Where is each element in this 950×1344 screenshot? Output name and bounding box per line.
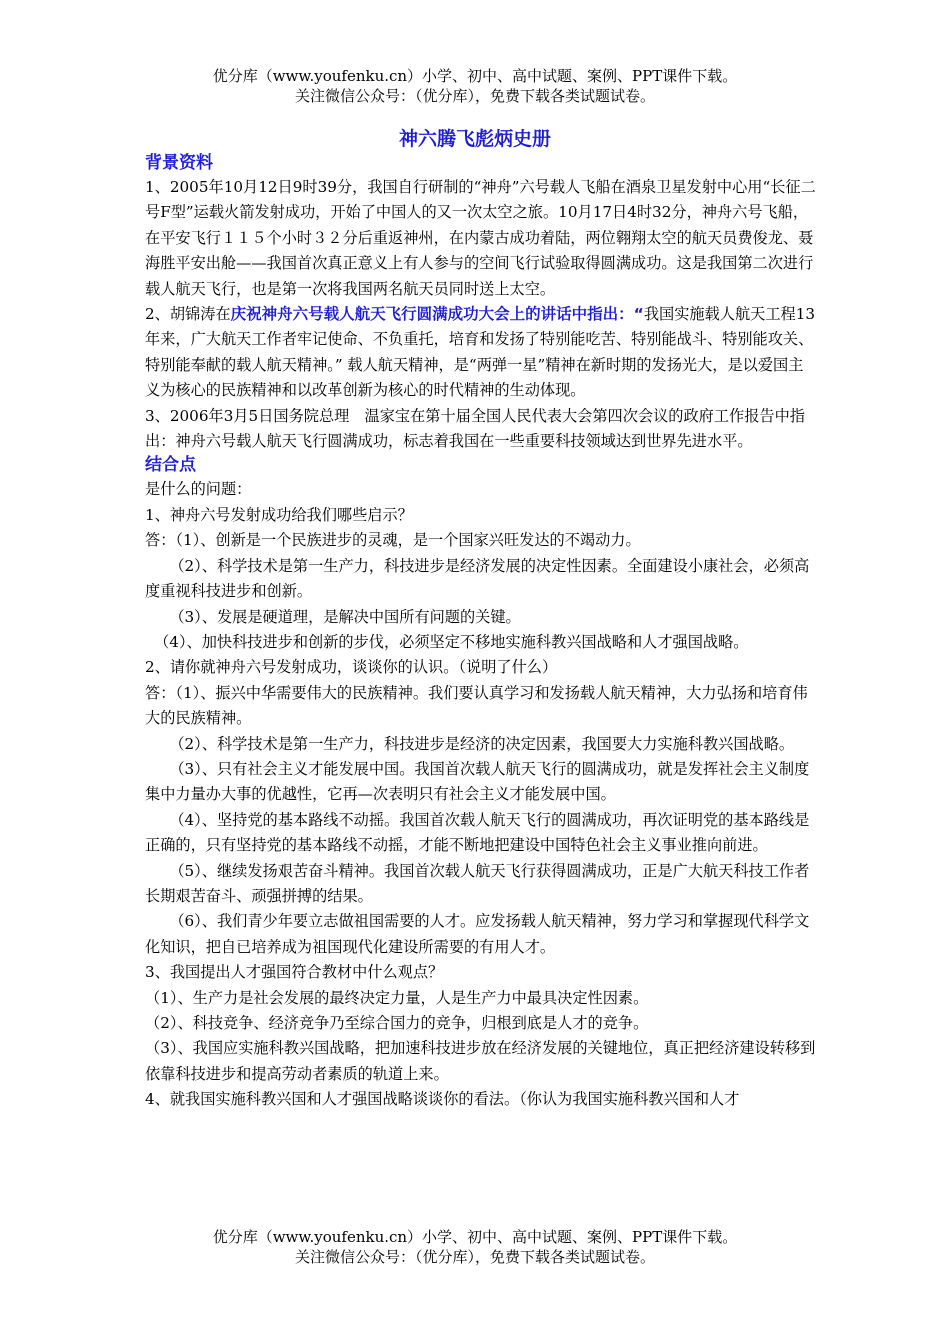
answer-1-item-2: （2）、科学技术是第一生产力，科技进步是经济发展的决定性因素。全面建设小康社会，必须高度重视科技进步和创新。: [145, 556, 810, 601]
answer-2-item-3: （3）、只有社会主义才能发展中国。我国首次载人航天飞行的圆满成功，就是发挥社会主义制度集中力量办大事的优越性，它再—次表明只有社会主义才能发展中国。: [145, 759, 810, 804]
answer-1-item-1: 答：（1）、创新是一个民族进步的灵魂，是一个国家兴旺发达的不竭动力。: [145, 531, 641, 550]
answer-2-item-4: （4）、坚持党的基本路线不动摇。我国首次载人航天飞行的圆满成功，再次证明党的基本路线是正确的，只有坚持党的基本路线不动摇，才能不断地把建设中国特色社会主义事业推向前进。: [145, 810, 810, 855]
quote-text: 我国实施载人航天工程13年来，广大航天工作者牢记使命、不负重托，培育和发扬了特别能吃苦、特别能战斗、特别能攻关、特别能奉献的载人航天精神。” 载人航天精神，是“两弹一星”精神在新时期的发扬光大，是以爱国主义为核心的民族精神和以改革创新为核心的时代精神的生动体现。: [145, 305, 816, 400]
answer-2-item-6: （6）、我们青少年要立志做祖国需要的人才。应发扬载人航天精神，努力学习和掌握现代科学文化知识，把自已培养成为祖国现代化建设所需要的有用人才。: [145, 912, 810, 956]
header-line-1: 优分库（www.youfenku.cn）小学、初中、高中试题、案例、PPT课件下载。: [212, 67, 738, 85]
section-heading-links: 结合点: [145, 455, 196, 476]
section-intro: 是什么的问题：: [145, 480, 252, 499]
answer-1-item-3: （3）、发展是硬道理，是解决中国所有问题的关键。: [169, 607, 521, 626]
answer-3-item-2: （2）、科技竞争、经济竞争乃至综合国力的竞争，归根到底是人才的竞争。: [145, 1014, 649, 1032]
answer-2-item-2: （2）、科学技术是第一生产力，科技进步是经济的决定因素，我国要大力实施科教兴国战略。: [169, 734, 795, 753]
section-heading-background: 背景资料: [145, 153, 213, 173]
page-header: [0, 66, 950, 106]
question-1: 1、神舟六号发射成功给我们哪些启示？: [145, 505, 413, 524]
question-4: 4、就我国实施科教兴国和人才强国战略谈谈你的看法。（你认为我国实施科教兴国和人才: [145, 1090, 740, 1109]
background-paragraph-2: [145, 302, 817, 404]
paragraph-lead: 2、胡锦涛在: [145, 305, 231, 324]
footer-line-2: 关注微信公众号：（优分库），免费下载各类试题试卷。: [294, 1248, 655, 1266]
header-line-2: 关注微信公众号：（优分库），免费下载各类试题试卷。: [294, 87, 655, 105]
answer-2-item-1: 答：（1）、振兴中华需要伟大的民族精神。我们要认真学习和发扬载人航天精神，大力弘扬和培育伟大的民族精神。: [145, 683, 808, 728]
background-paragraph-3: 3、2006年3月5日国务院总理 温家宝在第十届全国人民代表大会第四次会议的政府工作报告中指出：神舟六号载人航天飞行圆满成功，标志着我国在一些重要科技领域达到世界先进水平。: [145, 406, 805, 451]
highlighted-text: 庆祝神舟六号载人航天飞行圆满成功大会上的讲话中指出：“: [230, 305, 644, 324]
page-footer: [0, 1227, 950, 1267]
document-title: 神六腾飞彪炳史册: [398, 128, 551, 150]
answer-3-item-3: （3）、我国应实施科教兴国战略，把加速科技进步放在经济发展的关键地位，真正把经济建设转移到依靠科技进步和提高劳动者素质的轨道上来。: [145, 1039, 816, 1083]
document-body: [145, 152, 817, 1113]
question-3: 3、我国提出人才强国符合教材中什么观点？: [145, 963, 444, 982]
answer-2-item-5: （5）、继续发扬艰苦奋斗精神。我国首次载人航天飞行获得圆满成功，正是广大航天科技工作者长期艰苦奋斗、顽强拼搏的结果。: [145, 861, 810, 905]
question-2: 2、请你就神舟六号发射成功，谈谈你的认识。（说明了什么）: [145, 658, 558, 677]
background-paragraph-1: 1、2005年10月12日9时39分，我国自行研制的“神舟”六号载人飞船在酒泉卫星发射中心用“长征二号F型”运载火箭发射成功，开始了中国人的又一次太空之旅。10月17日4时32分，神舟六号飞船，在平安飞行１１５个小时３２分后重返神州，在内蒙古成功着陆，两位翱翔太空的航天员费俊龙、聂海胜平安出舱——我国首次真正意义上有人参与的空间飞行试验取得圆满成功。这是我国第二次进行载人航天飞行，也是第一次将我国两名航天员同时送上太空。: [145, 178, 816, 298]
answer-3-item-1: （1）、生产力是社会发展的最终决定力量，人是生产力中最具决定性因素。: [145, 988, 649, 1007]
answer-1-item-4: （4）、加快科技进步和创新的步伐，必须坚定不移地实施科教兴国战略和人才强国战略。: [154, 632, 749, 651]
footer-line-1: 优分库（www.youfenku.cn）小学、初中、高中试题、案例、PPT课件下载。: [212, 1228, 738, 1246]
